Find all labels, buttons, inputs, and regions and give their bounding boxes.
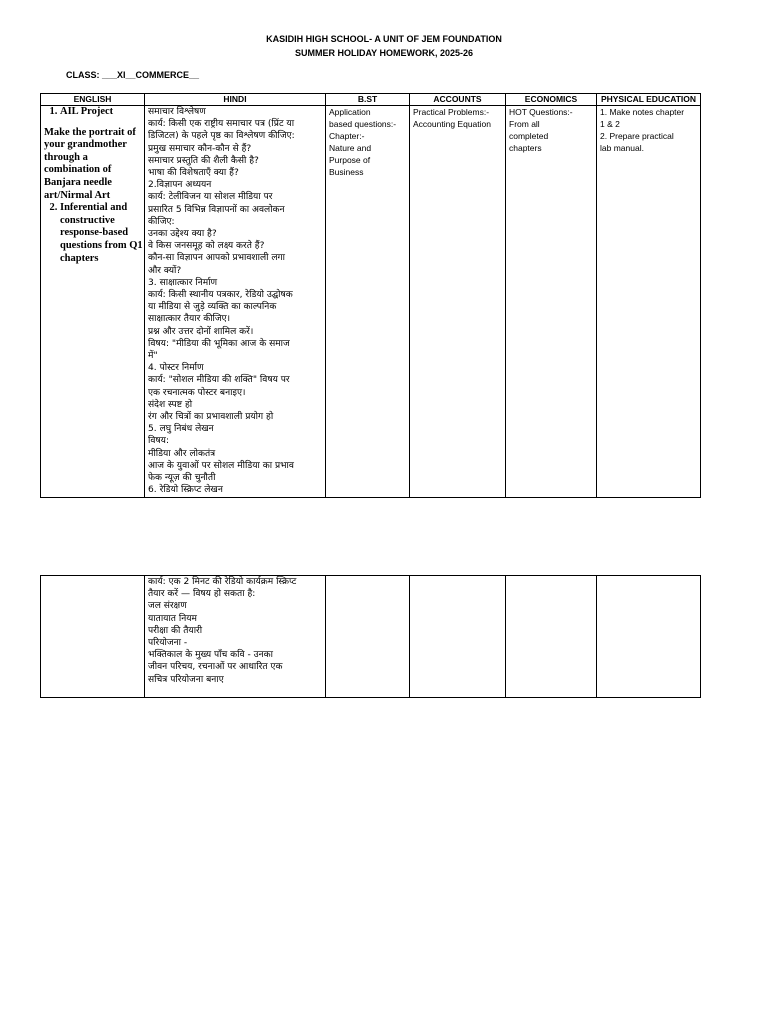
hindi-line: 6. रेडियो स्क्रिप्ट लेखन bbox=[148, 485, 223, 496]
physical-education-line: 2. Prepare practical bbox=[600, 131, 674, 141]
english-task-1-body: Make the portrait of your grandmother through a combination of Banjara needle art/Nirmal Art bbox=[44, 126, 136, 201]
table-header-row bbox=[41, 94, 701, 106]
hindi-line: प्रश्न और उत्तर दोनों शामिल करें। bbox=[148, 326, 254, 337]
hindi-line: कार्य: किसी स्थानीय पत्रकार, रेडियो उद्घोषक bbox=[148, 290, 293, 301]
hindi-line: समाचार प्रस्तुति की शैली कैसी है? bbox=[148, 155, 259, 166]
hindi-line: सचित्र परियोजना बनाए bbox=[148, 674, 224, 685]
hindi-line: समाचार विश्लेषण bbox=[148, 107, 206, 117]
hindi-line: विषय: bbox=[148, 436, 170, 447]
hindi-cell bbox=[145, 106, 326, 498]
column-header-english: ENGLISH bbox=[41, 94, 145, 106]
economics-line: chapters bbox=[509, 143, 542, 153]
bst-cell-empty bbox=[326, 576, 410, 698]
hindi-line: भक्तिकाल के मुख्य पाँच कवि - उनका bbox=[148, 650, 274, 661]
hindi-line: एक रचनात्मक पोस्टर बनाइए। bbox=[148, 387, 246, 398]
accounts-cell bbox=[410, 106, 506, 498]
economics-cell-empty bbox=[506, 576, 597, 698]
hindi-line: और क्यों? bbox=[148, 265, 182, 276]
bst-line: Purpose of bbox=[329, 155, 371, 165]
homework-table bbox=[40, 93, 701, 498]
bst-line: Business bbox=[329, 167, 364, 177]
physical-education-line: 1. Make notes chapter bbox=[600, 107, 685, 117]
hindi-line: या मीडिया से जुड़े व्यक्ति का काल्पनिक bbox=[148, 302, 277, 313]
hindi-line: में" bbox=[148, 351, 158, 362]
english-cell bbox=[41, 106, 145, 498]
bst-line: Chapter:- bbox=[329, 131, 365, 141]
english-task-2: 2. Inferential and constructive response-based questions from Q1 chapters bbox=[60, 202, 144, 265]
hindi-line: वे किस जनसमूह को लक्ष्य करते हैं? bbox=[148, 241, 265, 252]
hindi-line: मीडिया और लोकतंत्र bbox=[148, 448, 216, 459]
physical-education-line: lab manual. bbox=[600, 143, 644, 153]
hindi-line: कार्य: एक 2 मिनट की रेडियो कार्यक्रम स्क्रिप्ट bbox=[148, 577, 297, 587]
hindi-line: 5. लघु निबंध लेखन bbox=[148, 424, 214, 435]
hindi-line: यातायात नियम bbox=[148, 613, 197, 624]
hindi-line: डिजिटल) के पहले पृष्ठ का विश्लेषण कीजिए: bbox=[148, 131, 295, 142]
hindi-line: फेक न्यूज़ की चुनौती bbox=[148, 473, 216, 484]
hindi-line: कार्य: किसी एक राष्ट्रीय समाचार पत्र (प्रिंट या bbox=[148, 119, 295, 130]
economics-line: HOT Questions:- bbox=[509, 107, 573, 117]
hindi-line: आज के युवाओं पर सोशल मीडिया का प्रभाव bbox=[148, 460, 294, 471]
hindi-line: प्रमुख समाचार कौन-कौन से हैं? bbox=[148, 143, 252, 154]
hindi-line: साक्षात्कार तैयार कीजिए। bbox=[148, 314, 231, 325]
bst-line: Application bbox=[329, 107, 371, 117]
hindi-line: विषय: "मीडिया की भूमिका आज के समाज bbox=[148, 338, 290, 349]
table-row bbox=[41, 106, 701, 498]
bst-line: Nature and bbox=[329, 143, 372, 153]
homework-table-continued bbox=[40, 575, 701, 698]
english-cell-empty bbox=[41, 576, 145, 698]
physical-education-cell bbox=[597, 106, 701, 498]
column-header-bst: B.ST bbox=[326, 94, 410, 106]
school-title: KASIDIH HIGH SCHOOL- A UNIT OF JEM FOUNDATION bbox=[266, 34, 502, 44]
bst-cell bbox=[326, 106, 410, 498]
hindi-line: कीजिए: bbox=[148, 216, 175, 227]
bst-line: based questions:- bbox=[329, 119, 397, 129]
accounts-line: Accounting Equation bbox=[413, 119, 491, 129]
hindi-line: 2.विज्ञापन अध्ययन bbox=[148, 180, 212, 191]
hindi-cell-continued bbox=[145, 576, 326, 698]
hindi-line: प्रसारित 5 विभिन्न विज्ञापनों का अवलोकन bbox=[148, 204, 285, 215]
hindi-line: जीवन परिचय, रचनाओं पर आधारित एक bbox=[148, 662, 283, 673]
english-task-1-title: AIL Project bbox=[60, 106, 114, 117]
column-header-economics: ECONOMICS bbox=[506, 94, 597, 106]
english-task-1 bbox=[44, 106, 144, 202]
hindi-line: उनका उद्देश्य क्या है? bbox=[148, 229, 217, 240]
hindi-line: भाषा की विशेषताएँ क्या हैं? bbox=[148, 168, 239, 179]
table-row bbox=[41, 576, 701, 698]
hindi-line: कार्य: "सोशल मीडिया की शक्ति" विषय पर bbox=[148, 375, 290, 386]
hindi-line: तैयार करें — विषय हो सकता है: bbox=[148, 589, 256, 600]
column-header-accounts: ACCOUNTS bbox=[410, 94, 506, 106]
hindi-line: कौन-सा विज्ञापन आपको प्रभावशाली लगा bbox=[148, 253, 286, 264]
economics-cell bbox=[506, 106, 597, 498]
homework-title: SUMMER HOLIDAY HOMEWORK, 2025-26 bbox=[294, 48, 474, 58]
class-label: CLASS: ___XI__COMMERCE__ bbox=[66, 70, 200, 80]
hindi-line: कार्य: टेलीविजन या सोशल मीडिया पर bbox=[148, 192, 273, 203]
accounts-line: Practical Problems:- bbox=[413, 107, 490, 117]
column-header-physical-education: PHYSICAL EDUCATION bbox=[597, 94, 701, 106]
column-header-hindi: HINDI bbox=[145, 94, 326, 106]
hindi-line: परीक्षा की तैयारी bbox=[148, 625, 203, 636]
hindi-line: परियोजना - bbox=[148, 638, 188, 649]
physical-education-line: 1 & 2 bbox=[600, 119, 620, 129]
economics-line: From all bbox=[509, 119, 540, 129]
hindi-line: 4. पोस्टर निर्माण bbox=[148, 363, 204, 374]
economics-line: completed bbox=[509, 131, 549, 141]
hindi-line: रंग और चित्रों का प्रभावशाली प्रयोग हो bbox=[148, 412, 274, 423]
hindi-line: संदेश स्पष्ट हो bbox=[148, 399, 193, 410]
hindi-line: जल संरक्षण bbox=[148, 601, 187, 612]
physical-education-cell-empty bbox=[597, 576, 701, 698]
hindi-line: 3. साक्षात्कार निर्माण bbox=[148, 277, 218, 288]
accounts-cell-empty bbox=[410, 576, 506, 698]
